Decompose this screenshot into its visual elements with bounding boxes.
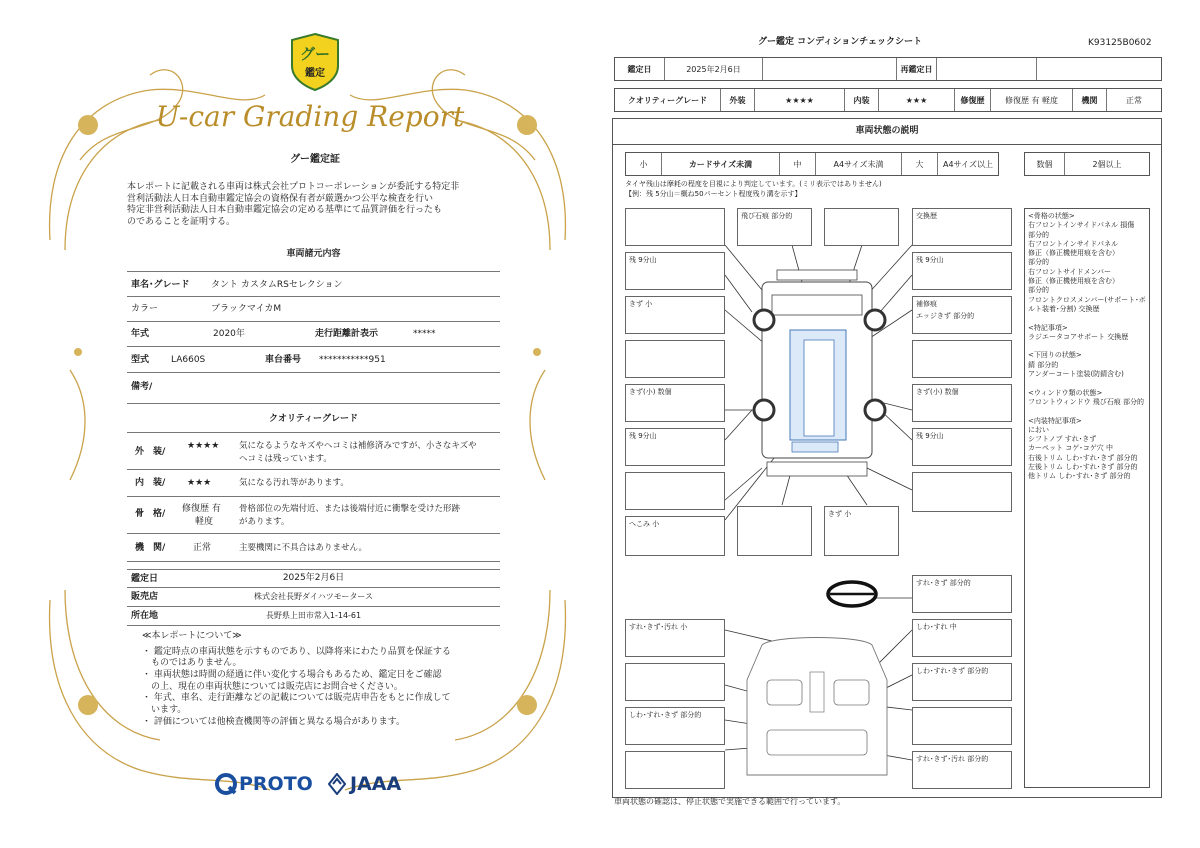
box-text: 飛び石痕 部分的 bbox=[741, 212, 793, 220]
year-value: 2020年 bbox=[213, 329, 245, 339]
note-line: ・ 鑑定時点の車両状態を示すものであり、以降将来にわたり品質を保証する bbox=[142, 646, 451, 657]
box-text: きず(小) 数個 bbox=[629, 388, 672, 396]
side-note-line: <骨格の状態> bbox=[1028, 212, 1075, 220]
side-note-line: <特記事項> bbox=[1028, 323, 1068, 332]
jaaa-logo bbox=[328, 772, 401, 796]
quality-desc: 気になる汚れ等があります。 bbox=[239, 478, 349, 488]
condition-box bbox=[824, 506, 899, 556]
condition-box bbox=[625, 340, 725, 378]
section-title: 車両状態の説明 bbox=[855, 126, 919, 136]
legend-small-desc: カードサイズ未満 bbox=[662, 153, 780, 175]
side-note-line bbox=[1028, 379, 1149, 388]
condition-box bbox=[625, 516, 725, 556]
side-note-line: アンダーコート塗装(防錆含む) bbox=[1028, 370, 1124, 379]
legend-count-desc: 2個以上 bbox=[1092, 159, 1122, 169]
repair-value: 修復歴 有 軽度 bbox=[991, 89, 1073, 111]
redate-value bbox=[937, 58, 1037, 80]
jaaa-wordmark: JAAA bbox=[350, 773, 402, 795]
side-note-line: 部分的 bbox=[1028, 258, 1049, 267]
side-note-line: 錆 部分的 bbox=[1028, 360, 1059, 369]
box-text: 残 9分山 bbox=[916, 432, 944, 440]
chassis-label: 車台番号 bbox=[265, 355, 302, 365]
condition-box bbox=[625, 252, 725, 290]
sheet-footer: 車両状態の確認は、停止状態で実施できる範囲で行っています。 bbox=[614, 797, 846, 806]
side-note-line: フロントクロスメンバー(サポート･ボ bbox=[1028, 295, 1146, 304]
condition-box bbox=[912, 619, 1012, 657]
legend-large-desc: A4サイズ以上 bbox=[943, 159, 993, 169]
model-label: 型式 bbox=[131, 355, 150, 365]
color-label: カラー bbox=[131, 304, 159, 314]
box-text: 補修痕 bbox=[916, 300, 937, 308]
year-label: 年式 bbox=[131, 329, 150, 339]
ext-value: ★★★★ bbox=[755, 89, 845, 111]
condition-box bbox=[912, 296, 1012, 334]
proto-logo bbox=[215, 772, 313, 796]
legend-medium-desc: A4サイズ未満 bbox=[816, 153, 902, 175]
report-title: U-car Grading Report bbox=[155, 100, 465, 133]
tire-note: タイヤ残山は摩耗の程度を目視により判定しています。(ミリ表示ではありません) bbox=[625, 180, 882, 188]
side-note-line: 他トリム しわ･すれ･きず 部分的 bbox=[1028, 472, 1131, 481]
date-value: 2025年2月6日 bbox=[282, 573, 345, 583]
legend-count bbox=[1024, 152, 1150, 176]
box-text: 交換歴 bbox=[916, 212, 937, 220]
box-text: すれ･きず･汚れ 小 bbox=[629, 623, 688, 631]
legend-small: 小 bbox=[626, 153, 662, 175]
legend-count-label: 数個 bbox=[1025, 153, 1065, 175]
cert-title: グー鑑定証 bbox=[290, 154, 340, 165]
spec-row-model bbox=[127, 347, 500, 373]
quality-label: 内 装/ bbox=[135, 478, 166, 488]
cert-text bbox=[127, 183, 507, 227]
int-label: 内装 bbox=[845, 89, 879, 111]
box-text: へこみ 小 bbox=[629, 520, 660, 528]
sheet-code: K93125B0602 bbox=[1088, 38, 1152, 48]
spec-row-remarks bbox=[127, 373, 500, 404]
condition-box bbox=[912, 575, 1012, 613]
quality-grade: 正常 bbox=[193, 543, 212, 553]
condition-box bbox=[912, 707, 1012, 745]
address-label: 所在地 bbox=[131, 611, 159, 621]
condition-box bbox=[912, 428, 1012, 466]
condition-box bbox=[824, 208, 899, 246]
condition-box bbox=[625, 296, 725, 334]
name-value: タント カスタムRSセレクション bbox=[211, 280, 343, 290]
legend-medium: 中 bbox=[780, 153, 816, 175]
date-value: 2025年2月6日 bbox=[665, 58, 763, 80]
proto-mark-icon bbox=[215, 773, 237, 795]
side-note-line: 右フロントインサイドパネル bbox=[1028, 239, 1119, 248]
quality-label: 機 関/ bbox=[135, 543, 166, 553]
condition-box bbox=[912, 340, 1012, 378]
info-row-address bbox=[127, 607, 500, 626]
remarks-label: 備考/ bbox=[131, 382, 153, 392]
engine-label: 機関 bbox=[1073, 89, 1107, 111]
side-notes bbox=[1024, 208, 1150, 788]
quality-desc: ヘコミは残っています。 bbox=[239, 454, 332, 464]
spec-row-name bbox=[127, 271, 500, 297]
condition-box bbox=[625, 619, 725, 657]
quality-desc: 気になるようなキズやヘコミは補修済みですが、小さなキズや bbox=[239, 441, 477, 451]
box-text: きず 小 bbox=[629, 300, 653, 308]
side-note-line: 右フロントサイドメンバー bbox=[1028, 267, 1111, 276]
quality-label: 外 装/ bbox=[135, 447, 166, 457]
condition-box bbox=[625, 208, 725, 246]
note-line: います。 bbox=[142, 705, 187, 716]
box-text: 残 9分山 bbox=[629, 432, 657, 440]
redate-label: 再鑑定日 bbox=[897, 58, 937, 80]
side-notes-list bbox=[1028, 212, 1149, 482]
condition-box bbox=[625, 384, 725, 422]
quality-row-exterior bbox=[127, 432, 500, 470]
logo-top-text: グー bbox=[299, 45, 330, 63]
spec-row-color bbox=[127, 297, 500, 322]
box-text: しわ･すれ 中 bbox=[916, 623, 957, 631]
legend-table bbox=[625, 152, 999, 176]
spec-title: 車両諸元内容 bbox=[286, 249, 341, 259]
side-note-line bbox=[1028, 314, 1149, 323]
box-text: きず 小 bbox=[828, 510, 852, 518]
condition-box bbox=[737, 506, 812, 556]
repair-label: 修復歴 bbox=[955, 89, 991, 111]
side-note-line: 右後トリム しわ･すれ･きず 部分的 bbox=[1028, 453, 1138, 462]
note-line: ・ 年式、車名、走行距離などの記載については販売店申告をもとに作成して bbox=[142, 693, 451, 704]
condition-box bbox=[912, 751, 1012, 789]
side-note-line: 部分的 bbox=[1028, 230, 1049, 239]
condition-box bbox=[625, 751, 725, 789]
address-value: 長野県上田市常入1-14-61 bbox=[265, 611, 362, 620]
info-row-date bbox=[127, 569, 500, 588]
quality-row-interior bbox=[127, 470, 500, 497]
grade-row bbox=[614, 88, 1162, 112]
notes-title: ≪本レポートについて≫ bbox=[142, 631, 242, 641]
condition-box bbox=[912, 208, 1012, 246]
box-text: 残 9分山 bbox=[916, 256, 944, 264]
grade-label: クオリティーグレード bbox=[615, 89, 721, 111]
quality-grade: ★★★★ bbox=[187, 441, 220, 451]
cert-line: 営利活動法人日本自動車鑑定協会の資格保有者が厳選かつ公平な検査を行い bbox=[127, 193, 434, 204]
condition-box bbox=[912, 384, 1012, 422]
condition-box bbox=[737, 208, 812, 246]
quality-title: クオリティーグレード bbox=[268, 414, 359, 424]
box-text: エッジきず 部分的 bbox=[916, 312, 975, 320]
note-line: ・ 評価については他検査機関等の評価と異なる場合があります。 bbox=[142, 716, 405, 727]
tire-note-example: 【例：残 5分山＝概ね50パーセント程度残り溝を示す】 bbox=[625, 190, 802, 198]
proto-wordmark: PROTO bbox=[239, 773, 313, 795]
side-note-line: <内装特記事項> bbox=[1028, 416, 1082, 425]
side-note-line: シフトノブ すれ･きず bbox=[1028, 435, 1097, 444]
box-text: 残 9分山 bbox=[629, 256, 657, 264]
color-value: ブラックマイカM bbox=[211, 304, 282, 314]
quality-grade-sub: 軽度 bbox=[195, 517, 214, 527]
ext-label: 外装 bbox=[721, 89, 755, 111]
side-note-line: ラジエータコアサポート 交換歴 bbox=[1028, 332, 1129, 341]
condition-box bbox=[625, 663, 725, 701]
side-note-line bbox=[1028, 407, 1149, 416]
cert-line: 本レポートに記載される車両は株式会社プロトコーポレーションが委託する特定非 bbox=[127, 182, 460, 192]
condition-box bbox=[625, 428, 725, 466]
condition-box bbox=[625, 707, 725, 745]
side-note-line: フロントウィンドウ 飛び石痕 部分的 bbox=[1028, 397, 1145, 406]
side-note-line: 修正（修正機使用痕を含む） bbox=[1028, 249, 1119, 258]
side-note-line: ルト装着･分割) 交換歴 bbox=[1028, 304, 1100, 313]
date-row bbox=[614, 57, 1162, 81]
section-divider bbox=[613, 144, 1161, 145]
note-line: の上、現在の車両状態については販売店にお問合せください。 bbox=[142, 681, 403, 692]
box-text: すれ･きず･汚れ 部分的 bbox=[916, 755, 989, 763]
side-note-line: 左後トリム しわ･すれ･きず 部分的 bbox=[1028, 463, 1138, 472]
condition-box bbox=[625, 472, 725, 510]
side-note-line: カーペット コゲ･コゲ穴 中 bbox=[1028, 444, 1113, 453]
sheet-header: グー鑑定 コンディションチェックシート bbox=[758, 37, 922, 47]
box-text: きず(小) 数個 bbox=[916, 388, 959, 396]
goo-logo bbox=[288, 32, 342, 92]
box-text: すれ･きず 部分的 bbox=[916, 579, 971, 587]
side-note-line: 修正（修正機使用痕を含む） bbox=[1028, 277, 1119, 286]
jaaa-mark-icon bbox=[328, 773, 346, 795]
side-note-line: におい bbox=[1028, 425, 1049, 434]
quality-desc: 主要機関に不具合はありません。 bbox=[239, 543, 368, 553]
box-text: しわ･すれ･きず 部分的 bbox=[629, 711, 702, 719]
side-note-line: <下回りの状態> bbox=[1028, 351, 1082, 360]
notes-list bbox=[142, 645, 451, 727]
date-label: 鑑定日 bbox=[131, 574, 159, 584]
note-line: ものではありません。 bbox=[142, 658, 242, 669]
cert-line: 特定非営利活動法人日本自動車鑑定協会の定める基準にて品質評価を行ったも bbox=[127, 205, 443, 215]
box-text: しわ･すれ･きず 部分的 bbox=[916, 667, 989, 675]
logo-bottom-text: 鑑定 bbox=[305, 68, 325, 79]
legend-large: 大 bbox=[902, 153, 938, 175]
dealer-label: 販売店 bbox=[131, 592, 159, 602]
mileage-label: 走行距離計表示 bbox=[315, 329, 379, 339]
quality-row-engine bbox=[127, 534, 500, 562]
side-note-line: 部分的 bbox=[1028, 286, 1049, 295]
condition-box bbox=[912, 252, 1012, 290]
condition-box bbox=[912, 663, 1012, 701]
quality-label: 骨 格/ bbox=[135, 509, 166, 519]
spec-row-year bbox=[127, 322, 500, 347]
model-value: LA660S bbox=[171, 355, 206, 365]
redate-blank bbox=[1037, 58, 1161, 80]
date-blank bbox=[763, 58, 897, 80]
quality-desc: 骨格部位の先端付近、または後端付近に衝撃を受けた形跡 bbox=[239, 504, 461, 514]
side-note-line: 右フロントインサイドパネル 損傷 bbox=[1028, 221, 1135, 230]
condition-box bbox=[912, 472, 1012, 512]
note-line: ・ 車両状態は時間の経過に伴い変化する場合もあるため、鑑定日をご確認 bbox=[142, 670, 442, 681]
quality-desc: があります。 bbox=[239, 517, 290, 527]
quality-grade: 修復歴 有 bbox=[182, 504, 221, 514]
cert-line: のであることを証明する。 bbox=[127, 216, 236, 227]
date-label: 鑑定日 bbox=[615, 58, 665, 80]
info-row-dealer bbox=[127, 588, 500, 607]
chassis-value: ***********951 bbox=[319, 355, 386, 365]
quality-row-frame bbox=[127, 497, 500, 534]
mileage-value: ***** bbox=[413, 329, 436, 339]
dealer-value: 株式会社長野ダイハツモータース bbox=[254, 592, 373, 601]
quality-grade: ★★★ bbox=[187, 478, 212, 488]
side-note-line: <ウィンドウ類の状態> bbox=[1028, 388, 1103, 397]
engine-value: 正常 bbox=[1126, 95, 1142, 105]
int-value: ★★★ bbox=[879, 89, 955, 111]
name-label: 車名･グレード bbox=[131, 280, 190, 290]
